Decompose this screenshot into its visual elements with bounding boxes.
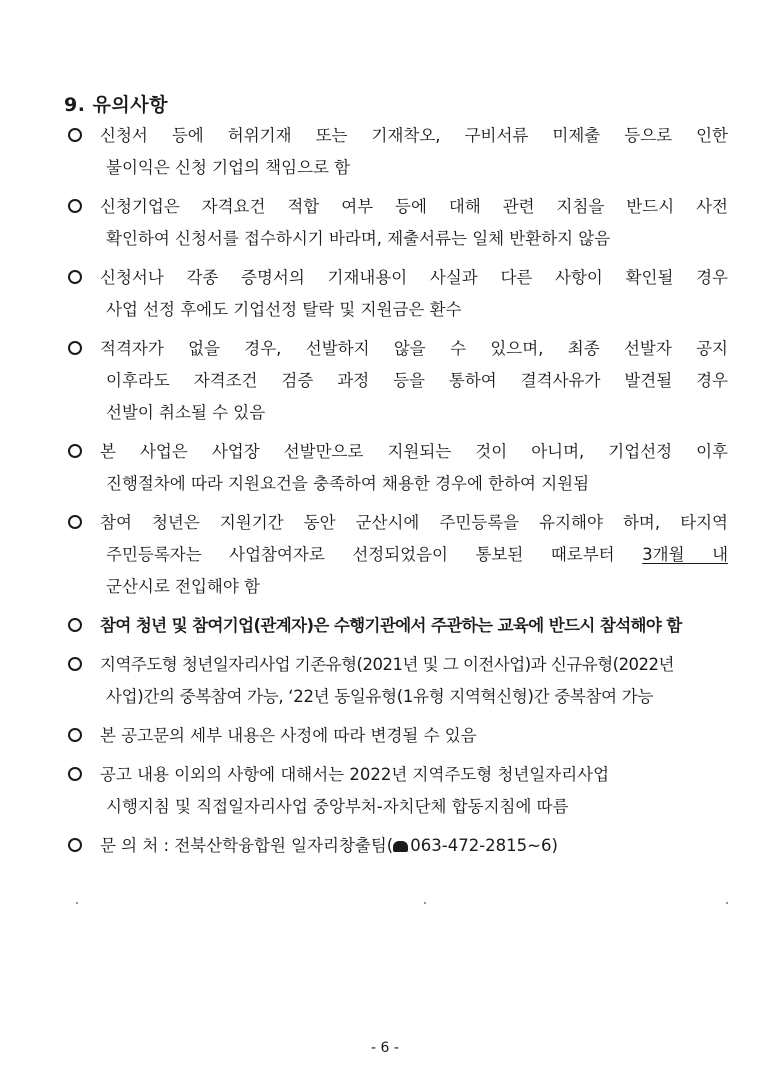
- list-item: 문 의 처 : 전북산학융합원 일자리창출팀( 063-472-2815~6): [68, 830, 728, 862]
- list-item: 본 공고문의 세부 내용은 사정에 따라 변경될 수 있음: [68, 720, 728, 752]
- circle-bullet-icon: [68, 515, 82, 529]
- circle-bullet-icon: [68, 657, 82, 671]
- circle-bullet-icon: [68, 838, 82, 852]
- list-item: 신청서나 각종 증명서의 기재내용이 사실과 다른 사항이 확인될 경우 사업 선정 후에도 기업선정 탈락 및 지원금은 환수: [68, 262, 728, 326]
- list-item: 공고 내용 이외의 사항에 대해서는 2022년 지역주도형 청년일자리사업 시행지침 및 직접일자리사업 중앙부처-자치단체 합동지침에 따름: [68, 759, 728, 823]
- list-item: 참여 청년 및 참여기업(관계자)은 수행기관에서 주관하는 교육에 반드시 참석해야 함: [68, 610, 728, 642]
- scan-speck: [76, 902, 78, 904]
- list-item: 참여 청년은 지원기간 동안 군산시에 주민등록을 유지해야 하며, 타지역 주민등록자는 사업참여자로 선정되었음이 통보된 때로부터 3개월 내 군산시로 전입해야 함: [68, 507, 728, 603]
- section-heading: 9. 유의사항: [64, 94, 168, 116]
- circle-bullet-icon: [68, 270, 82, 284]
- circle-bullet-icon: [68, 128, 82, 142]
- circle-bullet-icon: [68, 618, 82, 632]
- telephone-icon: [393, 841, 408, 852]
- list-item: 적격자가 없을 경우, 선발하지 않을 수 있으며, 최종 선발자 공지 이후라도 자격조건 검증 과정 등을 통하여 결격사유가 발견될 경우 선발이 취소될 수 있음: [68, 333, 728, 429]
- list-item: 신청기업은 자격요건 적합 여부 등에 대해 관련 지침을 반드시 사전 확인하여 신청서를 접수하시기 바라며, 제출서류는 일체 반환하지 않음: [68, 191, 728, 255]
- circle-bullet-icon: [68, 444, 82, 458]
- scan-speck: [726, 902, 728, 904]
- list-item: 지역주도형 청년일자리사업 기존유형(2021년 및 그 이전사업)과 신규유형(2022년 사업)간의 중복참여 가능, ‘22년 동일유형(1유형 지역혁신형)간 중복참여 가능: [68, 649, 728, 713]
- circle-bullet-icon: [68, 199, 82, 213]
- circle-bullet-icon: [68, 341, 82, 355]
- page-number: - 6 -: [371, 1040, 399, 1056]
- scan-speck: [424, 902, 426, 904]
- notice-list: [68, 120, 728, 869]
- list-item: 신청서 등에 허위기재 또는 기재착오, 구비서류 미제출 등으로 인한 불이익은 신청 기업의 책임으로 함: [68, 120, 728, 184]
- underlined-deadline: 3개월 내: [642, 545, 729, 564]
- circle-bullet-icon: [68, 767, 82, 781]
- list-item: 본 사업은 사업장 선발만으로 지원되는 것이 아니며, 기업선정 이후 진행절차에 따라 지원요건을 충족하여 채용한 경우에 한하여 지원됨: [68, 436, 728, 500]
- circle-bullet-icon: [68, 728, 82, 742]
